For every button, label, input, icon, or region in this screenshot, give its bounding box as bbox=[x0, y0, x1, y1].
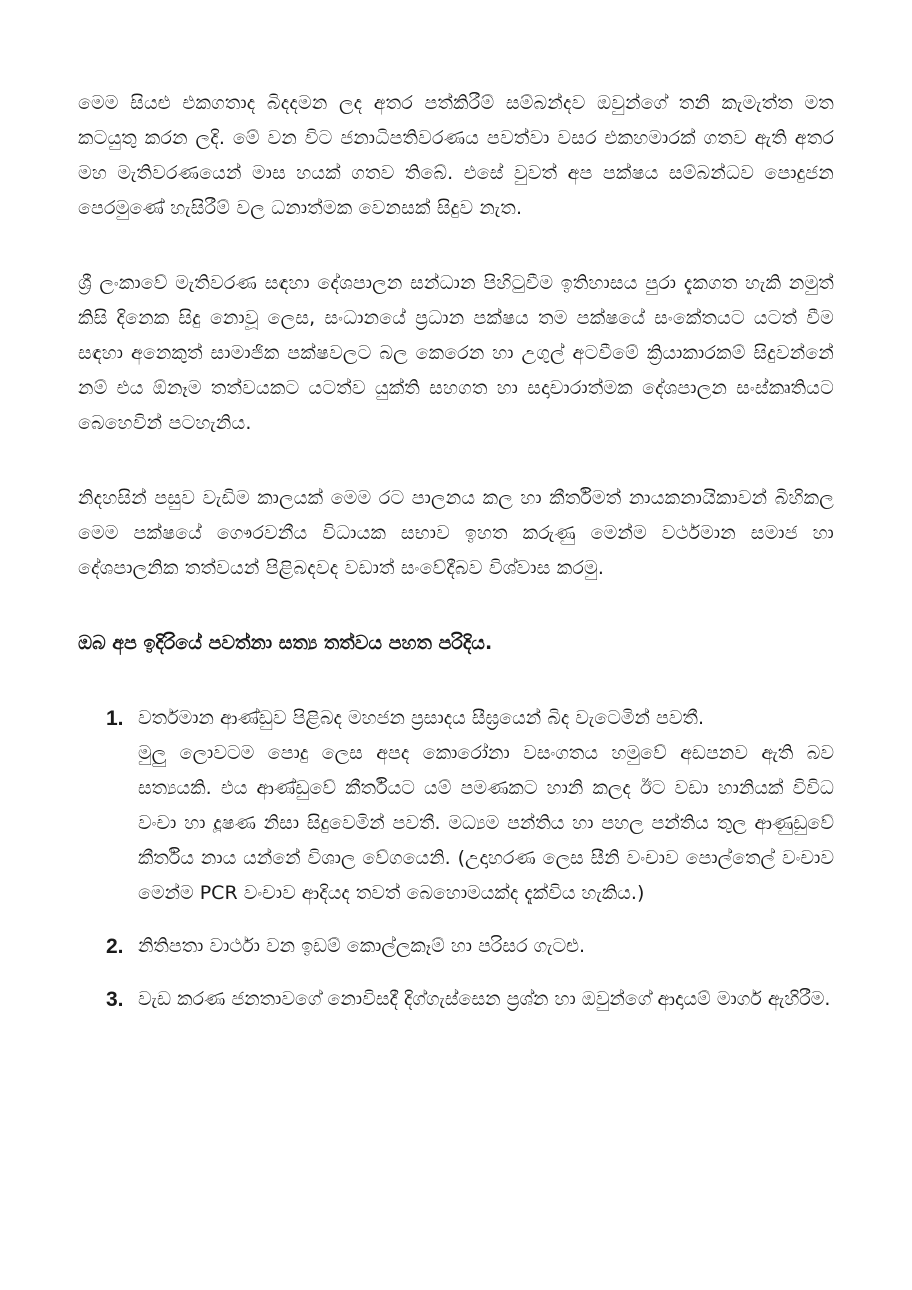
list-number: 3. bbox=[106, 988, 124, 1011]
paragraph-3: නිදහසින් පසුව වැඩිම කාලයක් මෙම රට පාලනය කල හා කීර්තිමත් නායකනායිකාවන් බිහිකල මෙම පක්ෂයේ ගෞරවනීය විධායක සභාව ඉහත කරුණු මෙන්ම වර්ථමාන සමාජ හා දේශපාලනික තත්වයන් පිළිබදවද වඩාත් සංවේදීබව විශ්වාස කරමු. bbox=[78, 487, 834, 579]
paragraph-1: මෙම සියළු එකගතාද බිදදමන ලද අතර පත්කිරීම් සම්බන්දව ඔවුන්ගේ තනි කැමැත්ත මත කටයුතු කරන ලදි. මේ වන විට ජනාධිපතිවරණය පවත්වා වසර එකහමාරක් ගතව ඇති අතර මහ මැතිවරණයෙන් මාස හයක් ගතව තිබේ. එසේ වුවත් අප පක්ෂය සම්බන්ධව පොදුජන පෙරමුණේ හැසිරීම් වල ධනාත්මක වෙනසක් සිදුව නැත. bbox=[78, 92, 834, 219]
list-item bbox=[78, 929, 834, 964]
list-number: 1. bbox=[106, 707, 124, 730]
paragraph-2: ශ්‍රී ලංකාවේ මැතිවරණ සඳහා දේශපාලන සන්ධාන පිහිටුවීම ඉතිහාසය පුරා දැකගත හැකි නමුත් කිසි දිනෙක සිදු නොවූ ලෙස, සංධානයේ ප්‍රධාන පක්ෂය තම පක්ෂයේ සංකේතයට යටත් වීම සඳහා අනෙකුත් සාමාජික පක්ෂවලට බල කෙරෙන හා උගුල් අටවීමේ ක්‍රියාකාරකම් සිදුවන්නේ නම් එය ඕනෑම තත්වයකට යටත්ව යුක්ති සහගත හා සදාචාරාත්මක දේශපාලන සංස්කෘතියට බෙහෙවින් පටහැනිය. bbox=[78, 272, 834, 434]
issues-list bbox=[78, 701, 834, 1017]
list-item bbox=[78, 982, 834, 1017]
list-item-detail: මුලු ලොවටම පොදු ලෙස අපද කොරෝනා වසංගතය හමුවේ අඩපනව ඇති බව සත්‍යයකි. එය ආණ්ඩුවේ කීර්තියට යම් පමණකට හානි කලද ඊට වඩා හානියක් විවිධ වංචා හා දූෂණ නිසා සිදුවෙමින් පවතී. මධ්‍යම පන්තිය හා පහල පන්තිය තුල ආණුඩුවේ කීර්තිය නාය යන්නේ විශාල වේගයෙනි. (උදාහරණ ලෙස සීනි වංචාව පොල්තෙල් වංචාව මෙන්ම PCR වංචාව ආදියද තවත් බෙහොමයක්ද දැක්විය හැකිය.) bbox=[138, 742, 834, 904]
list-item-text: නිතිපතා වාර්ථා වන ඉඩම් කොල්ලකෑම් හා පරිසර ගැටළු. bbox=[138, 935, 586, 957]
list-item bbox=[78, 701, 834, 911]
section-heading: ඔබ අප ඉදිරියේ පවත්නා සත්‍ය තත්වය පහත පරිදිය. bbox=[78, 632, 493, 654]
list-item-text: වර්තමාන ආණ්ඩුව පිළිබද මහජන ප්‍රසාදය සීඝ්‍රයෙන් බිද වැටෙමින් පවතී. bbox=[138, 707, 704, 729]
list-number: 2. bbox=[106, 935, 124, 958]
list-item-text: වැඩ කරණ ජනතාවගේ නොවිසදී දිග්ගැස්සෙන ප්‍රශ්න හා ඔවුන්ගේ ආදායම් මාර්ග ඇහිරීම. bbox=[138, 988, 831, 1010]
document-page bbox=[78, 86, 834, 1035]
